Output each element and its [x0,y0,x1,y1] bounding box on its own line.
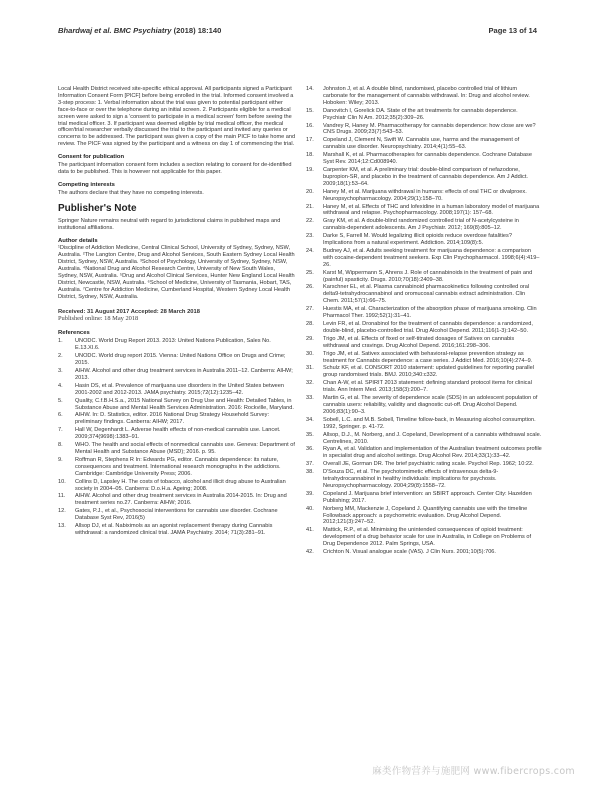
reference-item [306,86,542,107]
reference-item [306,432,542,446]
reference-item [58,412,296,426]
reference-number: 2. [58,353,63,360]
reference-text: Trigo JM, et al. Sativex associated with behavioral-relapse prevention strategy as treatment for Cannabis dependence: a case series. J Addict Med. 2016;10(4):274–9. [323,350,533,364]
reference-text: Huestis MA, et al. Characterization of the absorption phase of marijuana smoking. Clin Pharmacol Ther. 1992;52(1):31–41. [323,306,537,320]
publisher-note-text: Springer Nature remains neutral with regard to jurisdictional claims in published maps and institutional affiliations. [58,217,281,231]
reference-item [58,338,296,352]
received-accepted: Received: 31 August 2017 Accepted: 28 March 2018 [58,308,200,315]
reference-text: Hall W, Degenhardt L. Adverse health effects of non-medical cannabis use. Lancet. 2009;374(9698):1383–91. [75,427,281,441]
competing-text: The authors declare that they have no competing interests. [58,189,204,196]
reference-number: 24. [306,247,314,254]
citation: (2018) 18:140 [171,26,222,35]
reference-number: 17. [306,137,314,144]
reference-number: 4. [58,382,63,389]
reference-item [306,549,542,556]
author-details-text: ¹Discipline of Addiction Medicine, Central Clinical School, University of Sydney, Sydney, NSW, Australia. ²The Langton Centre, Drug and Alcohol Services, South Eastern Sydney Local Health District, Sydney, NSW, Australia. ³School of Psychology, University of Sydney, Sydney, NSW, Australia. ⁴National Drug and Alcohol Research Centre, University of New South Wales, Sydney, NSW, Australia. ⁵Drug and Alcohol Clinical Services, Hunter New England Local Health District, Newcastle, NSW, Australia. ⁶School of Medicine, University of Tasmania, Hobart, TAS, Australia. ⁷Centre for Addiction Medicine, Cumberland Hospital, Western Sydney Local Health District, Sydney, NSW, Australia. [58,245,295,300]
reference-number: 26. [306,284,314,291]
reference-item [306,506,542,527]
reference-number: 18. [306,152,314,159]
author-details-heading: Author details [58,237,98,244]
competing-heading: Competing interests [58,181,115,188]
left-column [58,86,296,538]
reference-item [306,189,542,203]
reference-text: Sobell, L.C. and M.B. Sobell, Timeline follow-back, in Measuring alcohol consumption. 1992, Springer. p. 41-72. [323,416,536,430]
published-online: Published online: 18 May 2018 [58,314,139,322]
reference-number: 9. [58,456,63,463]
reference-number: 37. [306,461,314,468]
reference-text: Chan A-W, et al. SPIRIT 2013 statement: defining standard protocol items for clinical trials. Ann Intern Med. 2013;158(3):200–7. [323,380,532,394]
reference-text: Haney M, et al. Marijuana withdrawal in humans: effects of oral THC or divalproex. Neuropsychopharmacology. 2004;29(1):158–70. [323,188,527,202]
reference-number: 13. [58,523,66,530]
reference-text: AIHW. Alcohol and other drug treatment services in Australia 2011–12. Canberra: AIHW; 2013. [75,368,293,381]
reference-item [306,233,542,247]
reference-text: Quality, C.f.B.H.S.a., 2015 National Survey on Drug Use and Health: Detailed Tables, in Substance Abuse and Mental Health Services Administration. 2016: Rockville, Maryland. [75,397,294,411]
reference-item [306,380,542,394]
consent-heading: Consent for publication [58,154,125,161]
reference-item [306,306,542,320]
reference-number: 32. [306,380,314,387]
reference-item [58,368,296,382]
reference-number: 30. [306,350,314,357]
reference-item [306,446,542,460]
reference-item [306,248,542,269]
reference-item [306,527,542,548]
reference-number: 11. [58,493,66,500]
reference-item [306,152,542,166]
reference-number: 16. [306,122,314,129]
reference-item [306,491,542,505]
reference-number: 34. [306,416,314,423]
reference-number: 1. [58,338,63,345]
reference-list-left [58,338,296,536]
reference-text: Carpenter KM, et al. A preliminary trial: double-blind comparison of nefazodone, bupropion-SR, and placebo in the treatment of cannabis dependence. Am J Addict. 2009;18(1):53–64. [323,166,528,187]
reference-item [306,137,542,151]
reference-number: 40. [306,505,314,512]
reference-number: 10. [58,478,66,485]
reference-text: Danovitch I, Gorelick DA. State of the art treatments for cannabis dependence. Psychiatr Clin N Am. 2012;35(2):309–26. [323,107,518,121]
reference-number: 21. [306,203,314,210]
reference-number: 28. [306,321,314,327]
reference-text: Johnston J, et al. A double blind, randomised, placebo controlled trial of lithium carbonate for the management of cannabis withdrawal. In: Drug and alcohol review. Hoboken: Wiley; 2013. [323,86,530,106]
reference-number: 23. [306,233,314,240]
reference-text: Haney M, et al. Effects of THC and lofexidine in a human laboratory model of marijuana withdrawal and relapse. Psychopharmacology. 2008;197(1): 157–68. [323,203,540,217]
reference-text: Schulz KF, et al. CONSORT 2010 statement: updated guidelines for reporting parallel group randomised trials. BMJ. 2010;340:c332. [323,365,534,379]
publisher-note-heading: Publisher's Note [58,202,137,214]
reference-number: 38. [306,469,314,476]
reference-text: Copeland J, Clement N, Swift W. Cannabis use, harms and the management of cannabis use disorder. Neuropsychiatry. 2014;4(1):55–63. [323,137,520,151]
reference-text: AIHW. Alcohol and other drug treatment services in Australia 2014-2015. In: Drug and treatment series no.27. Canberra: AIHW; 2016. [75,493,287,507]
reference-number: 41. [306,527,314,534]
reference-number: 25. [306,269,314,276]
reference-text: Darke S, Farrell M. Would legalizing illicit opioids reduce overdose fatalities? Implications from a natural experiment. Addiction. 2014;109(8):5. [323,233,512,247]
reference-item [58,353,296,367]
reference-text: Gates, P.J., et al., Psychosocial interventions for cannabis use disorder. Cochrane Database Syst Rev, 2016(5) [75,508,278,522]
reference-number: 19. [306,166,314,173]
reference-item [306,321,542,335]
reference-item [306,204,542,218]
reference-item [306,108,542,122]
reference-item [306,218,542,232]
reference-list-right [306,86,542,556]
reference-number: 29. [306,335,314,342]
page-header [58,26,537,35]
reference-text: Mattick, R.P., et al. Minimising the unintended consequences of opioid treatment: development of a drug behavior scale for use in Australia, in College on Problems of Drug Dependence 2012. Palm Springs, USA. [323,527,532,548]
reference-number: 33. [306,395,314,402]
reference-item [306,365,542,379]
reference-text: Levin FR, et al. Dronabinol for the treatment of cannabis dependence: a randomized, double-blind, placebo-controlled trial. Drug Alcohol Depend. 2011;116(1-3):142–50. [323,321,533,334]
reference-text: WHO. The health and social effects of nonmedical cannabis use. Geneva: Department of Mental Health and Substance Abuse (MSD); 2016. p. 95. [75,442,295,455]
reference-number: 8. [58,442,63,449]
reference-text: Hasin DS, et al. Prevalence of marijuana use disorders in the United States between 2001-2002 and 2012-2013. JAMA psychiatry. 2015;72(12):1235–42. [75,382,284,396]
journal-authors: Bhardwaj et al. BMC Psychiatry [58,26,172,35]
reference-number: 15. [306,107,314,114]
reference-text: Roffman R, Stephens R In: Edwards PG, editor. Cannabis dependence: its nature, consequences and treatment. International research monographs in the addictions. Cambridge: Cambridge University Press; 2006. [75,456,281,477]
reference-text: AIHW. In: D. Statistics, editor. 2016 National Drug Strategy Household Survey: preliminary findings. Canberra: AIHW; 2017. [75,412,270,426]
reference-item [306,123,542,137]
reference-text: Vandrey R, Haney M. Pharmacotherapy for cannabis dependence: how close are we? CNS Drugs. 2009;23(7):543–53. [323,122,536,136]
reference-number: 12. [58,508,66,515]
reference-text: Copeland J. Marijuana brief intervention: an SBIRT approach. Center City: Hazelden Publishing; 2017. [323,490,532,504]
reference-text: Allsop, D.J., M. Norberg, and J. Copeland, Development of a cannabis withdrawal scale. Centrelines, 2010. [323,431,542,445]
reference-number: 6. [58,412,63,419]
reference-item [306,395,542,416]
reference-text: Norberg MM, Mackenzie J, Copeland J. Quantifying cannabis use with the timeline Followback approach: a psychometric evaluation. Drug Alcohol Depend. 2012;121(3):247–52. [323,505,528,526]
reference-item [306,469,542,490]
reference-text: Collins D, Lapsley H. The costs of tobacco, alcohol and illicit drug abuse to Australian society in 2004–05. Canberra: D.o.H.a. Ageing; 2008. [75,478,286,492]
reference-text: Overall JE, Gorman DR. The brief psychiatric rating scale. Psychol Rep. 1962; 10:22. [323,461,534,468]
reference-number: 20. [306,188,314,195]
reference-item [306,351,542,365]
reference-number: 36. [306,446,314,453]
ethics-text: Local Health District received site-specific ethical approval. All participants signed a Participant Information Consent Form [PICF] before being enrolled in the trial. Informed consent involved a 3-step process: 1. Verbal information about the trial was given to potential participant either face-to-face or over the telephone during an initial screen. 2. Participants eligible for a medical screen were asked to sign a 'consent to participate in a medical screen' form before seeing the trial medical officer. 3. If participant was deemed eligible by trial medical officer, the medical officer/trial researcher verbally discussed the trial to the participant and invited any queries or concerns to be addressed. The participant was given a copy of the main PICF to take home and review. The PICF was signed by the participant and a witness on day 1 of commencing the trial. [58,86,296,148]
reference-item [306,270,542,284]
reference-number: 7. [58,427,63,434]
reference-item [58,479,296,493]
reference-number: 42. [306,549,314,556]
reference-text: Allsop DJ, et al. Nabiximols as an agonist replacement therapy during Cannabis withdrawal: a randomized clinical trial. JAMA Psychiatry. 2014; 71(3):281–91. [75,523,273,536]
references-heading: References [58,330,90,337]
reference-item [58,508,296,522]
reference-text: Trigo JM, et al. Effects of fixed or self-titrated dosages of Sativex on cannabis withdrawal and cravings. Drug Alcohol Depend. 2016;161:298–306. [323,335,515,349]
reference-text: UNODC. World Drug Report 2013. 2013: United Nations Publication, Sales No. E.13.XI.6. [75,338,271,352]
reference-number: 31. [306,365,314,372]
reference-number: 5. [58,397,63,404]
reference-text: Budney AJ, et al. Adults seeking treatment for marijuana dependence: a comparison with cocaine-dependent treatment seekers. Exp Clin Psychopharmacol. 1998;6(4):419–26. [323,247,540,268]
reference-item [58,457,296,478]
reference-item [58,523,296,537]
reference-item [58,398,296,412]
reference-number: 3. [58,368,63,374]
reference-number: 39. [306,490,314,497]
reference-number: 27. [306,306,314,313]
reference-item [306,417,542,431]
reference-number: 35. [306,431,314,438]
reference-item [306,284,542,305]
reference-text: Ryan A, et al. Validation and implementation of the Australian treatment outcomes profile in specialist drug and alcohol settings. Drug Alcohol Rev. 2014;33(1):33–42. [323,446,542,460]
reference-number: 14. [306,86,314,92]
reference-item [58,493,296,507]
reference-text: Gray KM, et al. A double-blind randomized controlled trial of N-acetylcysteine in cannabis-dependent adolescents. Am J Psychiatr. 2012; 169(8):805–12. [323,218,519,232]
reference-item [58,383,296,397]
reference-text: Crichton N. Visual analogue scale (VAS). J Clin Nurs. 2001;10(5):706. [323,549,496,556]
reference-text: UNODC. World drug report 2015. Vienna: United Nations Office on Drugs and Crime; 2015. [75,353,286,367]
reference-item [58,427,296,441]
reference-item [306,336,542,350]
running-head [58,26,221,35]
consent-text: The participant information consent form includes a section relating to consent for de-identified data to be published. This is however not applicable for this paper. [58,162,292,175]
reference-item [58,442,296,456]
reference-number: 22. [306,218,314,225]
reference-text: Karschner EL, et al. Plasma cannabinoid pharmacokinetics following controlled oral delta9-tetrahydrocannabinol and oromucosal cannabis extract administration. Clin Chem. 2011;57(1):66–75. [323,284,530,305]
watermark: 麻类作物营养与施肥网 www.fibercrops.com [372,766,575,777]
reference-item [306,461,542,468]
reference-text: D'Souza DC, et al. The psychotomimetic effects of intravenous delta-9-tetrahydrocannabinol in healthy individuals: implications for psychosis. Neuropsychopharmacology. 2004;29(8):1558–72. [323,469,499,489]
reference-text: Karst M, Wippermann S, Ahrens J. Role of cannabinoids in the treatment of pain and (painful) spasticity. Drugs. 2010;70(18):2409–38. [323,269,533,283]
reference-text: Martin G, et al. The severity of dependence scale (SDS) in an adolescent population of cannabis users: reliability, validity and diagnostic cut-off. Drug Alcohol Depend. 2006;83(1):90–3. [323,395,538,415]
page-number: Page 13 of 14 [488,26,537,35]
reference-text: Marshall K, et al. Pharmacotherapies for cannabis dependence. Cochrane Database Syst Rev. 2014;12:Cd008940. [323,152,532,166]
right-column [306,86,542,557]
reference-item [306,167,542,188]
